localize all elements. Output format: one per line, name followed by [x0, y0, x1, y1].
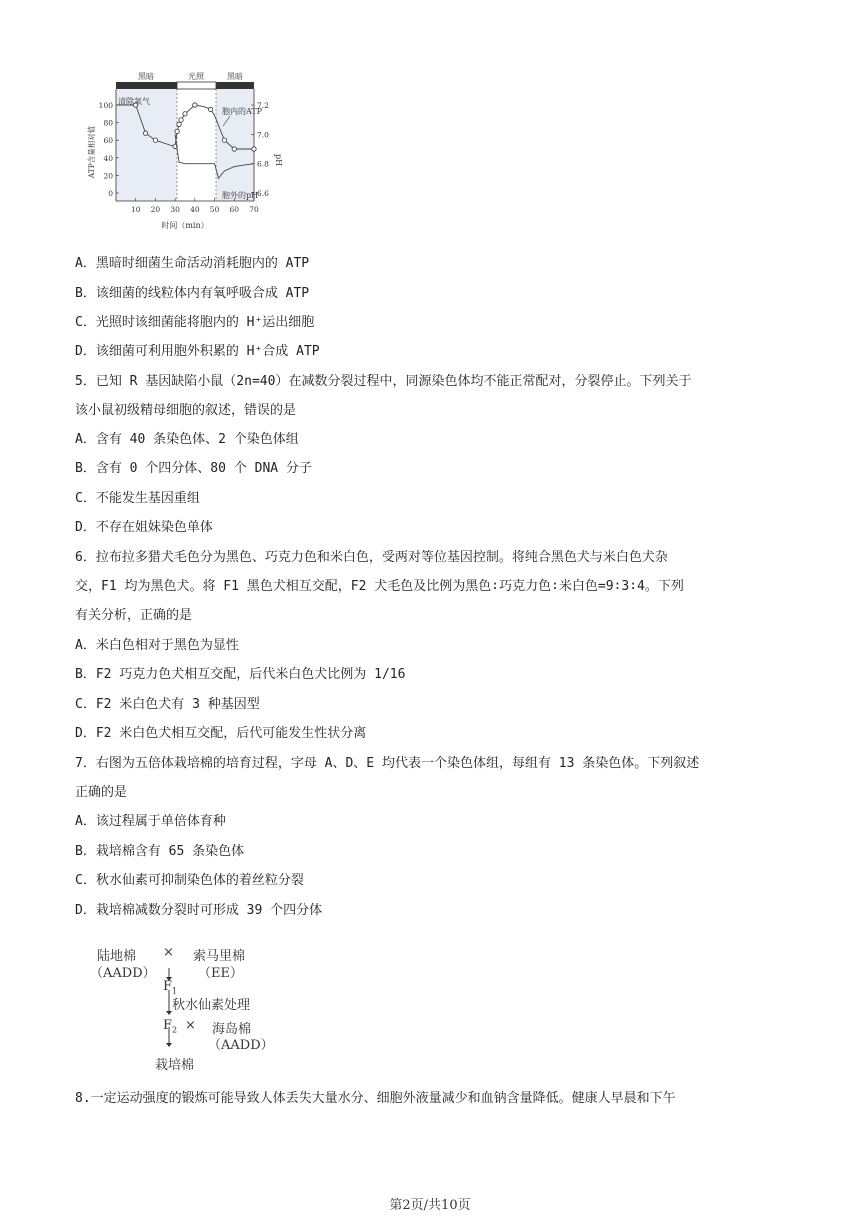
x-tick-label: 40 — [190, 205, 200, 214]
left-tick-label: 20 — [103, 171, 113, 181]
phase-label-dark-1: 黑暗 — [138, 72, 154, 81]
right-tick-label: 6.8 — [257, 159, 269, 169]
annotation-atp-inside: 胞内的ATP — [222, 107, 263, 116]
text-line: A．该过程属于单倍体育种 — [75, 814, 226, 829]
parent2-genome: （EE） — [198, 966, 243, 981]
text-line: C．光照时该细菌能将胞内的 H⁺运出细胞 — [75, 315, 315, 330]
x-tick-label: 60 — [229, 205, 240, 214]
text-line: A．含有 40 条染色体、2 个染色体组 — [75, 432, 299, 447]
phase-label-light: 光照 — [188, 72, 204, 81]
text-line: B．栽培棉含有 65 条染色体 — [75, 844, 245, 859]
phase-label-dark-2: 黑暗 — [227, 72, 243, 81]
cross-arrows — [160, 963, 180, 1063]
atp-data-point — [208, 107, 212, 111]
text-line: A．米白色相对于黑色为显性 — [75, 638, 239, 653]
text-line: 该小鼠初级精母细胞的叙述，错误的是 — [75, 403, 297, 418]
text-line: B．含有 0 个四分体、80 个 DNA 分子 — [75, 461, 312, 476]
treatment-label: 秋水仙素处理 — [172, 998, 251, 1013]
atp-data-point — [222, 138, 226, 142]
text-line: 正确的是 — [75, 785, 128, 800]
y-axis-left-label: ATP含量相对值 — [87, 125, 96, 179]
x-tick-label: 70 — [249, 205, 259, 214]
cross-symbol-1: × — [163, 945, 174, 960]
text-line: C．不能发生基因重组 — [75, 491, 200, 506]
text-line: D．栽培棉减数分裂时可形成 39 个四分体 — [75, 903, 323, 918]
annotation-ph-outside: 胞外的pH — [222, 191, 259, 200]
phase-bar-dark-1 — [116, 82, 177, 89]
parent3-genome: （AADD） — [208, 1038, 274, 1053]
atp-data-point — [179, 118, 183, 122]
text-line: 7．右图为五倍体栽培棉的培育过程，字母 A、D、E 均代表一个染色体组，每组有 13 条染色体。下列叙述 — [75, 756, 700, 771]
atp-data-point — [175, 129, 179, 133]
annotation-remove-oxygen: 清除氧气 — [118, 97, 150, 106]
text-line: 5．已知 R 基因缺陷小鼠（2n=40）在减数分裂过程中，同源染色体均不能正常配对，分裂停止。下列关于 — [75, 374, 692, 389]
x-tick-label: 50 — [209, 205, 220, 214]
text-line: C．F2 米白色犬有 3 种基因型 — [75, 697, 260, 712]
atp-data-point — [193, 103, 197, 107]
question-8-line: 8.一定运动强度的锻炼可能导致人体丢失大量水分、细胞外液量减少和血钠含量降低。健康人早晨和下午 — [75, 1091, 676, 1106]
left-tick-label: 60 — [103, 136, 113, 146]
right-tick-label: 7.2 — [257, 101, 269, 110]
phase-bar-light — [177, 82, 216, 89]
atp-ph-chart — [80, 68, 283, 236]
text-line: 6．拉布拉多猎犬毛色分为黑色、巧克力色和米白色，受两对等位基因控制。将纯合黑色犬与米白色犬杂 — [75, 550, 668, 565]
atp-data-point — [177, 122, 181, 126]
parent1-name: 陆地棉 — [97, 949, 137, 964]
atp-data-point — [183, 112, 187, 116]
atp-data-point — [252, 147, 256, 151]
light-phase-region — [177, 82, 216, 201]
x-axis-label: 时间（min） — [161, 221, 209, 230]
atp-data-point — [232, 147, 236, 151]
x-tick-label: 10 — [130, 205, 141, 214]
f1-label: $F_1$ — [163, 979, 178, 996]
text-line: 有关分析，正确的是 — [75, 608, 193, 623]
atp-data-point — [153, 138, 157, 142]
right-tick-label: 7.0 — [257, 130, 269, 140]
x-tick-label: 20 — [150, 205, 161, 214]
f2-label: $F_2$ — [163, 1018, 178, 1035]
text-line: D．不存在姐妹染色单体 — [75, 520, 213, 535]
x-tick-label: 30 — [170, 205, 180, 214]
text-line: B．该细菌的线粒体内有氧呼吸合成 ATP — [75, 286, 310, 301]
parent2-name: 索马里棉 — [193, 949, 246, 964]
left-tick-label: 100 — [98, 101, 113, 110]
text-line: 交，F1 均为黑色犬。将 F1 黑色犬相互交配，F2 犬毛色及比例为黑色∶巧克力色∶米白色=9∶3∶4。下列 — [75, 579, 684, 594]
text-line: B．F2 巧克力色犬相互交配，后代米白色犬比例为 1/16 — [75, 667, 406, 682]
left-tick-label: 0 — [108, 189, 113, 198]
cross-symbol-2: × — [185, 1018, 196, 1033]
text-line: C．秋水仙素可抑制染色体的着丝粒分裂 — [75, 873, 304, 888]
parent1-genome: （AADD） — [90, 966, 156, 981]
text-line: D．F2 米白色犬相互交配，后代可能发生性状分离 — [75, 726, 367, 741]
right-tick-label: 6.6 — [257, 189, 269, 198]
page-footer: 第2页/共10页 — [389, 1198, 471, 1213]
parent3-name: 海岛棉 — [212, 1022, 252, 1037]
y-axis-right-label: pH — [274, 153, 283, 167]
phase-bar-dark-2 — [216, 82, 254, 89]
text-line: D．该细菌可利用胞外积累的 H⁺合成 ATP — [75, 344, 320, 359]
left-tick-label: 40 — [103, 153, 113, 163]
text-line: A．黑暗时细菌生命活动消耗胞内的 ATP — [75, 256, 310, 271]
atp-data-point — [143, 131, 147, 135]
left-tick-label: 80 — [103, 118, 113, 128]
result-label: 栽培棉 — [155, 1058, 195, 1073]
